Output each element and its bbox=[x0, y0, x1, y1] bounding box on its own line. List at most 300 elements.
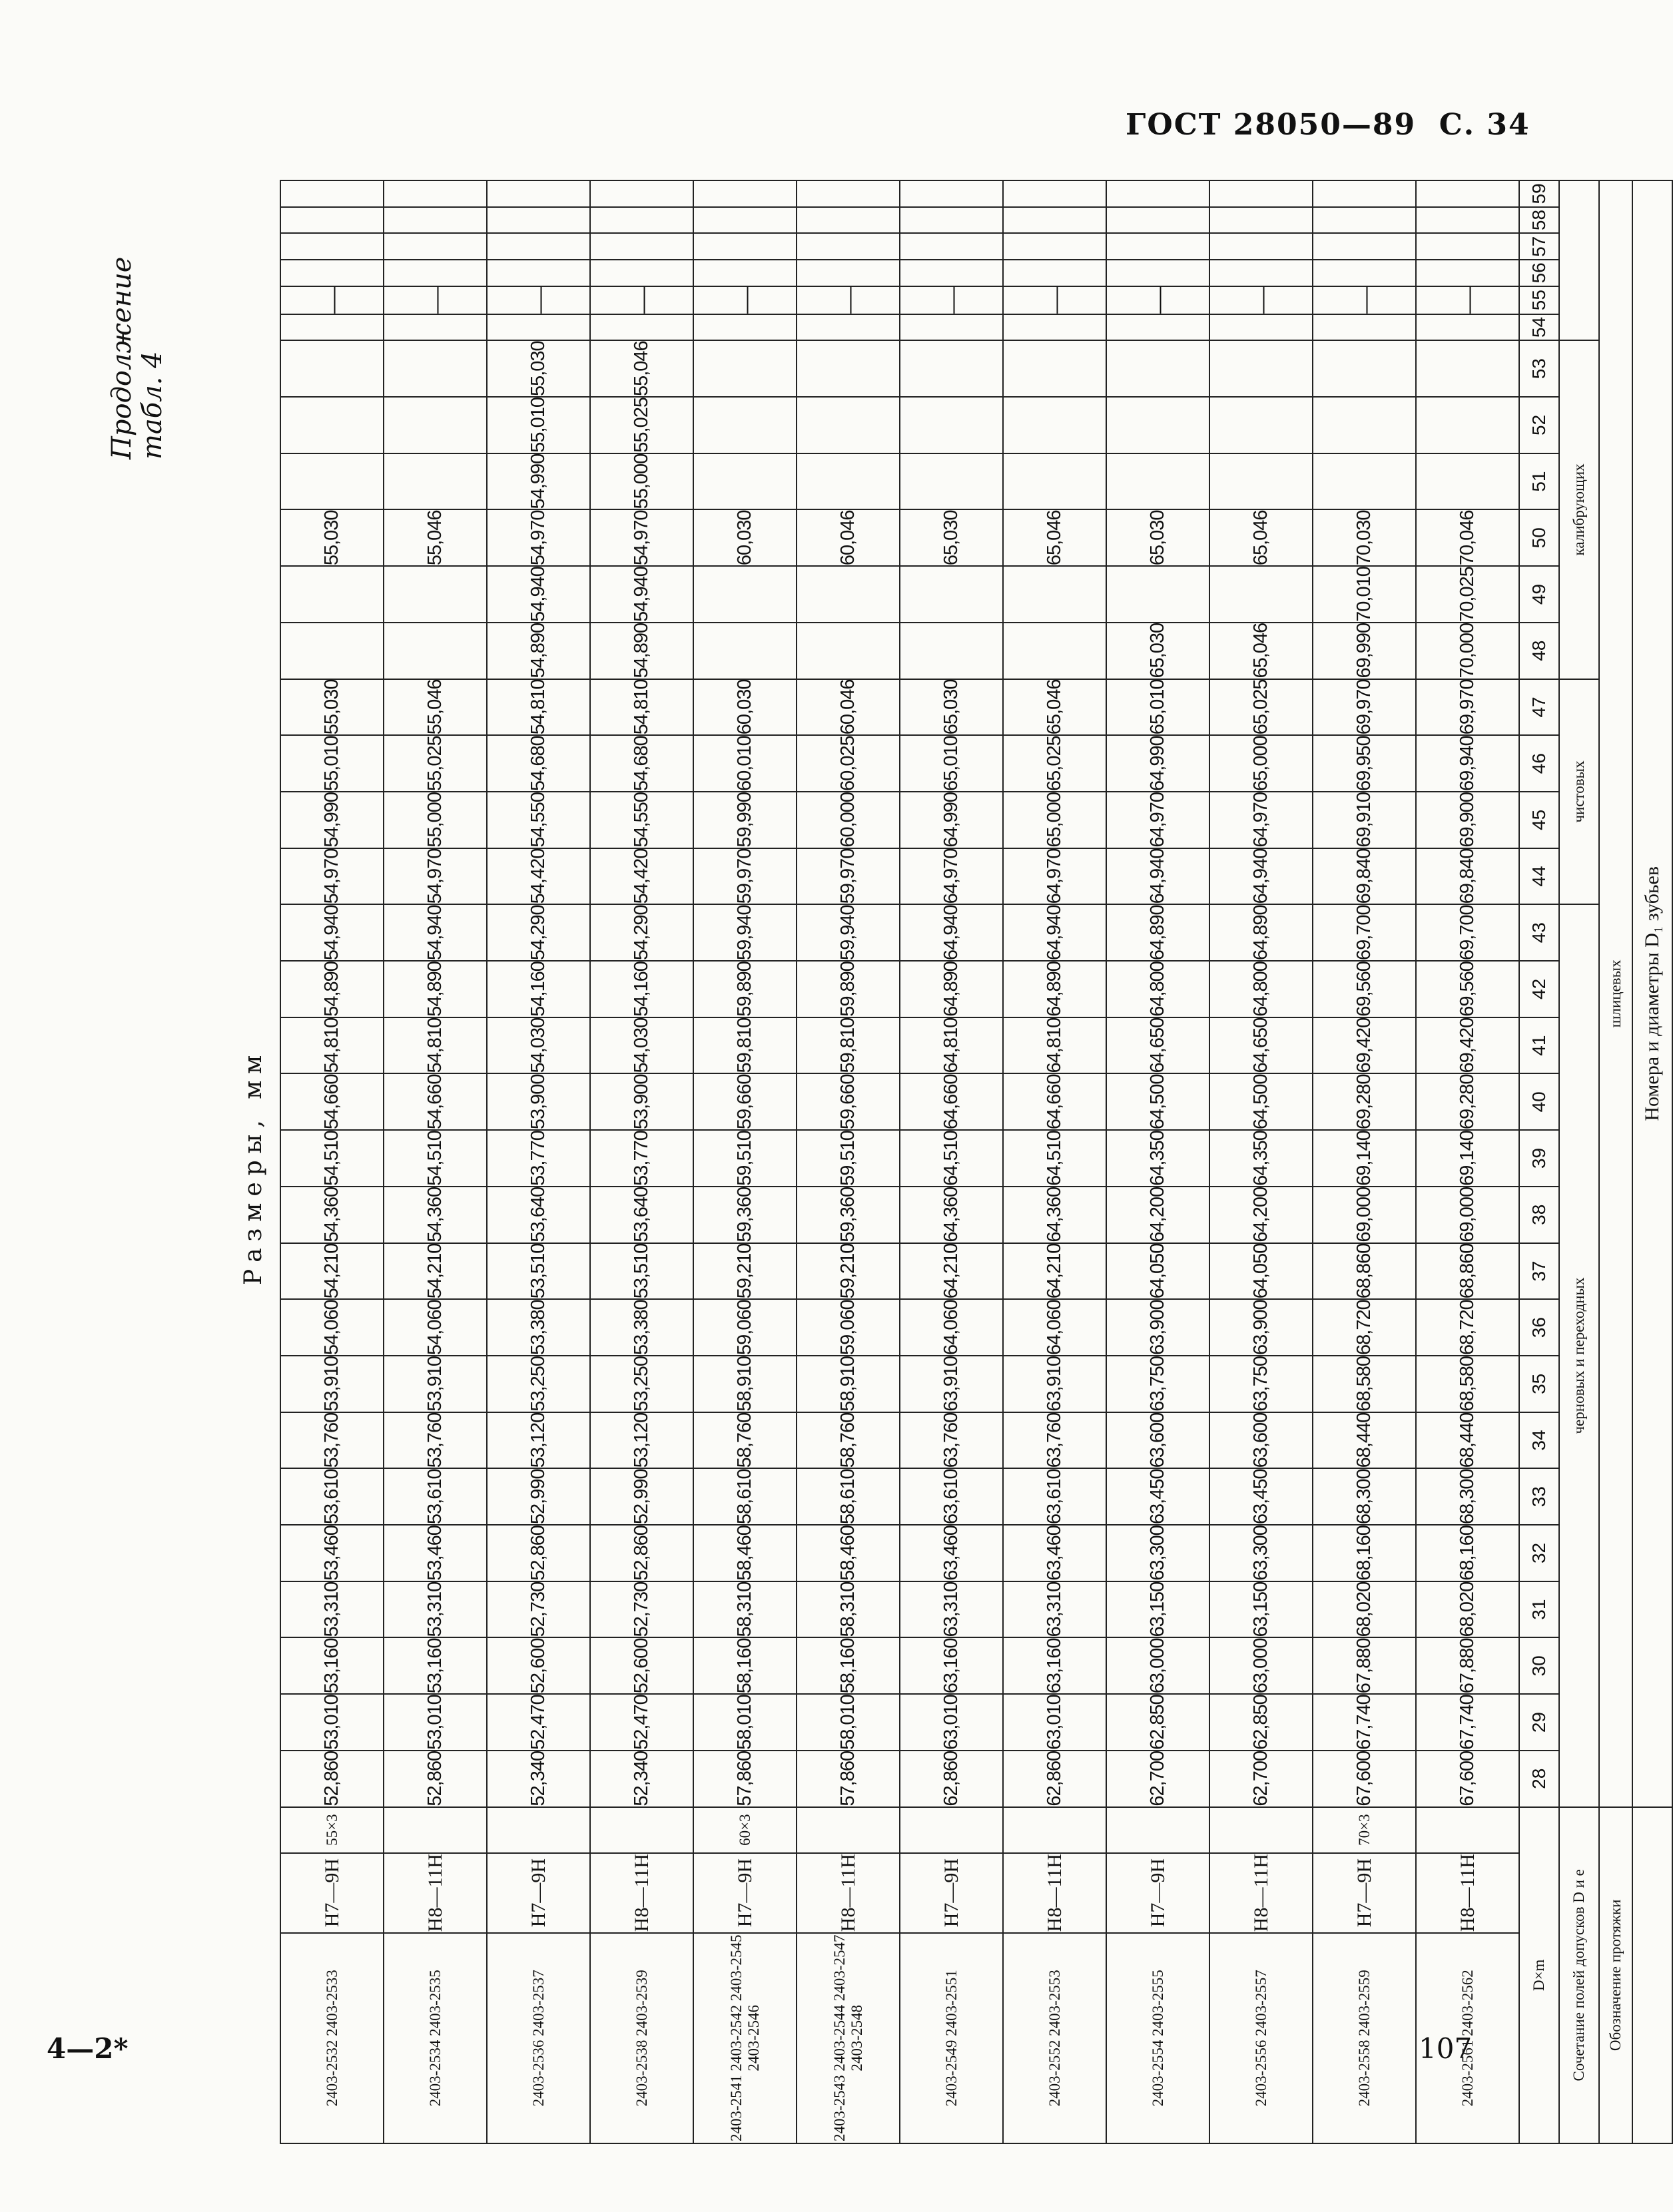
tooth-number: 44 bbox=[1519, 848, 1559, 905]
table-cell: 53,760 bbox=[384, 1412, 487, 1469]
tooth-number: 46 bbox=[1519, 735, 1559, 792]
table-cell: 59,940 bbox=[797, 904, 900, 961]
table-cell: 53,770 bbox=[590, 1130, 693, 1187]
table-cell bbox=[1313, 314, 1416, 341]
table-cell bbox=[1106, 233, 1209, 260]
table-cell: 55,030 bbox=[487, 340, 590, 397]
table-cell bbox=[487, 314, 590, 341]
tooth-number: 37 bbox=[1519, 1243, 1559, 1300]
table-cell: 68,580 bbox=[1313, 1356, 1416, 1412]
table-cell bbox=[384, 314, 487, 341]
table-cell: 53,510 bbox=[590, 1243, 693, 1300]
table-cell: 68,860 bbox=[1313, 1243, 1416, 1300]
table-cell: 65,030 bbox=[900, 679, 1003, 736]
table-cell: 59,660 bbox=[797, 1073, 900, 1130]
table-cell bbox=[280, 180, 384, 207]
table-cell: 64,500 bbox=[1106, 1073, 1209, 1130]
table-cell: 62,850 bbox=[1106, 1694, 1209, 1751]
table-cell: 53,380 bbox=[590, 1299, 693, 1356]
table-cell: — bbox=[797, 286, 900, 314]
table-cell: 63,000 bbox=[1209, 1638, 1313, 1695]
table-cell: 53,250 bbox=[590, 1356, 693, 1412]
table-cell: 54,160 bbox=[590, 961, 693, 1017]
table-cell: 62,860 bbox=[900, 1751, 1003, 1807]
table-cell: 64,810 bbox=[900, 1017, 1003, 1074]
table-cell: 59,970 bbox=[693, 848, 797, 905]
table-cell: 70,025 bbox=[1416, 566, 1519, 623]
table-cell bbox=[590, 260, 693, 286]
table-cell bbox=[1003, 207, 1106, 234]
table-cell: — bbox=[384, 286, 487, 314]
table-cell bbox=[693, 397, 797, 453]
table-cell: 53,640 bbox=[590, 1187, 693, 1243]
table-cell: 64,990 bbox=[900, 792, 1003, 848]
table-cell: 67,880 bbox=[1313, 1638, 1416, 1695]
table-row bbox=[1416, 180, 1519, 2143]
table-cell bbox=[797, 207, 900, 234]
table-cell: 58,010 bbox=[797, 1694, 900, 1751]
table-cell bbox=[797, 233, 900, 260]
table-cell: — bbox=[590, 286, 693, 314]
table-cell: 58,760 bbox=[797, 1412, 900, 1469]
table-cell: 52,340 bbox=[487, 1751, 590, 1807]
table-cell: 64,360 bbox=[900, 1187, 1003, 1243]
table-cell: 59,510 bbox=[693, 1130, 797, 1187]
table-cell: 54,510 bbox=[384, 1130, 487, 1187]
table-cell: 63,600 bbox=[1106, 1412, 1209, 1469]
table-cell: 54,290 bbox=[487, 904, 590, 961]
table-cell: — bbox=[1003, 286, 1106, 314]
sizes-caption: Размеры, мм bbox=[240, 1048, 267, 1285]
table-cell: 68,020 bbox=[1313, 1581, 1416, 1638]
table-cell: 53,610 bbox=[384, 1468, 487, 1525]
table-cell: 68,300 bbox=[1313, 1468, 1416, 1525]
table-cell: 63,910 bbox=[1003, 1356, 1106, 1412]
tolerance-fit: H7—9H bbox=[900, 1853, 1003, 1933]
table-cell: 54,360 bbox=[280, 1187, 384, 1243]
table-cell: 58,010 bbox=[693, 1694, 797, 1751]
table-cell: 55,046 bbox=[590, 340, 693, 397]
tolerance-fit: H8—11H bbox=[1003, 1853, 1106, 1933]
category-label: калибрующих bbox=[1559, 340, 1599, 679]
table-cell: 65,030 bbox=[900, 509, 1003, 566]
table-cell: 59,510 bbox=[797, 1130, 900, 1187]
table-cell: 64,350 bbox=[1106, 1130, 1209, 1187]
table-cell: 63,900 bbox=[1106, 1299, 1209, 1356]
table-cell: 59,810 bbox=[797, 1017, 900, 1074]
table-row bbox=[280, 180, 384, 2143]
table-cell: 64,650 bbox=[1106, 1017, 1209, 1074]
table-cell: 54,940 bbox=[487, 566, 590, 623]
rotated-table-block bbox=[100, 180, 1663, 2151]
tooth-number: 56 bbox=[1519, 260, 1559, 286]
table-cell: 65,030 bbox=[1106, 509, 1209, 566]
table-cell: 63,010 bbox=[900, 1694, 1003, 1751]
table-cell: 64,210 bbox=[900, 1243, 1003, 1300]
table-cell: 52,600 bbox=[590, 1638, 693, 1695]
table-cell: 68,860 bbox=[1416, 1243, 1519, 1300]
table-cell: 65,046 bbox=[1209, 623, 1313, 679]
tooth-number: 58 bbox=[1519, 207, 1559, 234]
table-cell bbox=[1209, 180, 1313, 207]
table-row bbox=[797, 180, 900, 2143]
table-row bbox=[1209, 180, 1313, 2143]
table-cell bbox=[1003, 453, 1106, 510]
table-cell bbox=[280, 340, 384, 397]
table-cell: 60,010 bbox=[693, 735, 797, 792]
table-cell: 55,030 bbox=[280, 509, 384, 566]
table-cell: 69,990 bbox=[1313, 623, 1416, 679]
table-cell: 52,600 bbox=[487, 1638, 590, 1695]
table-cell: 55,010 bbox=[280, 735, 384, 792]
tooth-number: 33 bbox=[1519, 1468, 1559, 1525]
tooth-number: 45 bbox=[1519, 792, 1559, 848]
table-cell: 60,030 bbox=[693, 509, 797, 566]
table-cell: — bbox=[487, 286, 590, 314]
table-cell: 64,050 bbox=[1106, 1243, 1209, 1300]
group-size bbox=[1416, 1807, 1519, 1853]
table-cell bbox=[797, 340, 900, 397]
table-cell bbox=[797, 314, 900, 341]
table-cell bbox=[1416, 397, 1519, 453]
table-cell: 52,730 bbox=[487, 1581, 590, 1638]
table-cell: 63,010 bbox=[1003, 1694, 1106, 1751]
table-cell: 54,160 bbox=[487, 961, 590, 1017]
broach-code: 2403-2543 2403-2544 2403-2547 2403-2548 bbox=[797, 1933, 900, 2143]
table-cell bbox=[693, 260, 797, 286]
table-cell bbox=[1209, 397, 1313, 453]
table-cell: 54,030 bbox=[590, 1017, 693, 1074]
tooth-number: 38 bbox=[1519, 1187, 1559, 1243]
table-cell: 54,990 bbox=[487, 453, 590, 510]
table-cell bbox=[1003, 397, 1106, 453]
table-cell bbox=[384, 453, 487, 510]
table-cell: 59,210 bbox=[693, 1243, 797, 1300]
table-cell: 52,860 bbox=[280, 1751, 384, 1807]
table-cell: 63,600 bbox=[1209, 1412, 1313, 1469]
tooth-number: 40 bbox=[1519, 1073, 1559, 1130]
table-cell bbox=[1416, 453, 1519, 510]
table-cell: 63,310 bbox=[1003, 1581, 1106, 1638]
designation-label: Обозначение протяжки bbox=[1599, 1807, 1632, 2143]
table-cell: 64,350 bbox=[1209, 1130, 1313, 1187]
table-cell: 55,046 bbox=[384, 679, 487, 736]
table-cell: 59,890 bbox=[693, 961, 797, 1017]
table-cell: 69,950 bbox=[1313, 735, 1416, 792]
table-cell bbox=[797, 623, 900, 679]
table-cell bbox=[900, 207, 1003, 234]
table-cell: 63,610 bbox=[900, 1468, 1003, 1525]
table-cell: 64,510 bbox=[1003, 1130, 1106, 1187]
tolerance-fit: H7—9H bbox=[1313, 1853, 1416, 1933]
table-cell: 58,460 bbox=[693, 1525, 797, 1581]
table-cell: 63,150 bbox=[1209, 1581, 1313, 1638]
tolerance-fit: H8—11H bbox=[1416, 1853, 1519, 1933]
tooth-number: 52 bbox=[1519, 397, 1559, 453]
table-cell: 65,010 bbox=[1106, 679, 1209, 736]
table-row bbox=[1313, 180, 1416, 2143]
tooth-number: 32 bbox=[1519, 1525, 1559, 1581]
table-cell: 63,610 bbox=[1003, 1468, 1106, 1525]
table-cell bbox=[900, 566, 1003, 623]
table-cell: 58,910 bbox=[693, 1356, 797, 1412]
tooth-number: 51 bbox=[1519, 453, 1559, 510]
table-cell bbox=[280, 397, 384, 453]
tooth-number: 57 bbox=[1519, 233, 1559, 260]
table-cell: 63,900 bbox=[1209, 1299, 1313, 1356]
table-cell: 63,450 bbox=[1106, 1468, 1209, 1525]
tooth-number: 39 bbox=[1519, 1130, 1559, 1187]
table-cell: 63,160 bbox=[1003, 1638, 1106, 1695]
tooth-number: 59 bbox=[1519, 180, 1559, 207]
table-cell: 64,810 bbox=[1003, 1017, 1106, 1074]
table-cell: 68,020 bbox=[1416, 1581, 1519, 1638]
table-cell: 58,310 bbox=[797, 1581, 900, 1638]
table-cell: 53,910 bbox=[280, 1356, 384, 1412]
table-cell: 53,610 bbox=[280, 1468, 384, 1525]
table-cell: 63,300 bbox=[1106, 1525, 1209, 1581]
table-cell bbox=[280, 453, 384, 510]
table-cell: 59,970 bbox=[797, 848, 900, 905]
table-cell: 59,060 bbox=[693, 1299, 797, 1356]
table-cell: 62,850 bbox=[1209, 1694, 1313, 1751]
table-row bbox=[693, 180, 797, 2143]
table-cell: — bbox=[1416, 286, 1519, 314]
table-cell: 58,910 bbox=[797, 1356, 900, 1412]
broach-code: 2403-2549 2403-2551 bbox=[900, 1933, 1003, 2143]
table-cell: 58,160 bbox=[693, 1638, 797, 1695]
table-cell: 58,760 bbox=[693, 1412, 797, 1469]
table-cell: 60,046 bbox=[797, 509, 900, 566]
table-cell: 58,610 bbox=[693, 1468, 797, 1525]
broach-code: 2403-2541 2403-2542 2403-2545 2403-2546 bbox=[693, 1933, 797, 2143]
table-cell bbox=[1416, 207, 1519, 234]
table-cell bbox=[590, 207, 693, 234]
tooth-number: 53 bbox=[1519, 340, 1559, 397]
table-cell: 54,420 bbox=[590, 848, 693, 905]
table-cell: 54,890 bbox=[280, 961, 384, 1017]
table-cell: 64,060 bbox=[900, 1299, 1003, 1356]
table-cell: 64,940 bbox=[1209, 848, 1313, 905]
table-cell bbox=[693, 340, 797, 397]
table-row bbox=[487, 180, 590, 2143]
table-cell: 69,140 bbox=[1416, 1130, 1519, 1187]
table-cell bbox=[797, 180, 900, 207]
table-cell bbox=[384, 180, 487, 207]
tooth-number: 41 bbox=[1519, 1017, 1559, 1074]
table-cell bbox=[487, 233, 590, 260]
table-cell bbox=[1106, 180, 1209, 207]
table-cell: 54,810 bbox=[280, 1017, 384, 1074]
table-cell: 54,550 bbox=[487, 792, 590, 848]
table-cell bbox=[1106, 566, 1209, 623]
table-cell: 54,970 bbox=[487, 509, 590, 566]
table-cell: 53,160 bbox=[280, 1638, 384, 1695]
table-cell: 69,700 bbox=[1313, 904, 1416, 961]
tooth-number: 50 bbox=[1519, 509, 1559, 566]
table-cell: — bbox=[1313, 286, 1416, 314]
table-row bbox=[1106, 180, 1209, 2143]
table-cell bbox=[384, 340, 487, 397]
table-cell bbox=[1416, 314, 1519, 341]
blank-corner bbox=[1632, 1807, 1672, 2143]
table-cell: 64,800 bbox=[1106, 961, 1209, 1017]
table-cell: 69,700 bbox=[1416, 904, 1519, 961]
table-cell: 54,510 bbox=[280, 1130, 384, 1187]
table-cell: 53,310 bbox=[280, 1581, 384, 1638]
table-cell: 64,800 bbox=[1209, 961, 1313, 1017]
broach-code: 2403-2538 2403-2539 bbox=[590, 1933, 693, 2143]
tolerance-fit: H8—11H bbox=[590, 1853, 693, 1933]
tooth-diameter-table bbox=[280, 180, 1673, 2144]
table-cell: 64,970 bbox=[900, 848, 1003, 905]
table-cell: 54,660 bbox=[384, 1073, 487, 1130]
table-cell: 65,046 bbox=[1003, 679, 1106, 736]
table-cell: 64,210 bbox=[1003, 1243, 1106, 1300]
table-cell: 55,046 bbox=[384, 509, 487, 566]
table-cell: 69,970 bbox=[1313, 679, 1416, 736]
running-header bbox=[1126, 108, 1530, 142]
table-cell: 54,810 bbox=[384, 1017, 487, 1074]
table-cell: 68,440 bbox=[1313, 1412, 1416, 1469]
table-cell bbox=[384, 233, 487, 260]
broach-code: 2403-2532 2403-2533 bbox=[280, 1933, 384, 2143]
table-cell: 55,030 bbox=[280, 679, 384, 736]
table-cell bbox=[1003, 314, 1106, 341]
table-cell: 55,025 bbox=[590, 397, 693, 453]
table-cell: 64,500 bbox=[1209, 1073, 1313, 1130]
table-cell: 64,200 bbox=[1209, 1187, 1313, 1243]
table-cell: 69,840 bbox=[1416, 848, 1519, 905]
table-cell: 60,025 bbox=[797, 735, 900, 792]
broach-code: 2403-2556 2403-2557 bbox=[1209, 1933, 1313, 2143]
group-size: 70×3 bbox=[1313, 1807, 1416, 1853]
table-cell bbox=[797, 453, 900, 510]
tolerance-fit: H8—11H bbox=[797, 1853, 900, 1933]
table-cell: 53,910 bbox=[384, 1356, 487, 1412]
table-cell: — bbox=[693, 286, 797, 314]
broach-code: 2403-2558 2403-2559 bbox=[1313, 1933, 1416, 2143]
table-cell: 63,310 bbox=[900, 1581, 1003, 1638]
broach-code: 2403-2534 2403-2535 bbox=[384, 1933, 487, 2143]
table-cell: 59,660 bbox=[693, 1073, 797, 1130]
table-cell: 54,210 bbox=[280, 1243, 384, 1300]
table-cell bbox=[693, 623, 797, 679]
table-cell: 53,770 bbox=[487, 1130, 590, 1187]
table-cell: 54,940 bbox=[280, 904, 384, 961]
table-cell bbox=[1313, 180, 1416, 207]
table-cell: 53,460 bbox=[384, 1525, 487, 1581]
table-cell: 52,990 bbox=[590, 1468, 693, 1525]
shlits-label: шлицевых bbox=[1599, 180, 1632, 1807]
table-cell bbox=[1003, 233, 1106, 260]
table-cell bbox=[1209, 566, 1313, 623]
table-cell: 54,060 bbox=[384, 1299, 487, 1356]
table-cell: 52,340 bbox=[590, 1751, 693, 1807]
table-cell: 64,890 bbox=[1209, 904, 1313, 961]
table-cell bbox=[1106, 397, 1209, 453]
table-cell: 53,900 bbox=[590, 1073, 693, 1130]
table-cell: 63,760 bbox=[1003, 1412, 1106, 1469]
table-cell: 63,460 bbox=[1003, 1525, 1106, 1581]
table-cell bbox=[1003, 623, 1106, 679]
table-cell: 65,025 bbox=[1003, 735, 1106, 792]
tolerance-fit: H7—9H bbox=[280, 1853, 384, 1933]
broach-code: 2403-2536 2403-2537 bbox=[487, 1933, 590, 2143]
tooth-number: 42 bbox=[1519, 961, 1559, 1017]
table-cell: 53,120 bbox=[487, 1412, 590, 1469]
table-cell: 64,890 bbox=[900, 961, 1003, 1017]
table-cell: 67,600 bbox=[1416, 1751, 1519, 1807]
group-size bbox=[797, 1807, 900, 1853]
table-cell: 63,750 bbox=[1106, 1356, 1209, 1412]
table-cell bbox=[487, 260, 590, 286]
table-cell: 64,970 bbox=[1209, 792, 1313, 848]
table-cell: 59,060 bbox=[797, 1299, 900, 1356]
table-cell: 67,740 bbox=[1416, 1694, 1519, 1751]
signature-mark: 4—2* bbox=[47, 2032, 129, 2065]
table-cell: 67,880 bbox=[1416, 1638, 1519, 1695]
table-cell: 68,580 bbox=[1416, 1356, 1519, 1412]
table-cell: 70,030 bbox=[1313, 509, 1416, 566]
table-cell: 52,730 bbox=[590, 1581, 693, 1638]
table-cell: 54,680 bbox=[590, 735, 693, 792]
table-cell: 53,510 bbox=[487, 1243, 590, 1300]
table-cell: 65,046 bbox=[1003, 509, 1106, 566]
table-cell: 54,030 bbox=[487, 1017, 590, 1074]
table-cell: 68,160 bbox=[1416, 1525, 1519, 1581]
table-row bbox=[900, 180, 1003, 2143]
table-cell: 70,046 bbox=[1416, 509, 1519, 566]
table-cell: 69,420 bbox=[1313, 1017, 1416, 1074]
table-cell: 63,760 bbox=[900, 1412, 1003, 1469]
table-cell: 69,420 bbox=[1416, 1017, 1519, 1074]
table-cell: 64,940 bbox=[1106, 848, 1209, 905]
group-size: 60×3 bbox=[693, 1807, 797, 1853]
table-cell: 59,360 bbox=[797, 1187, 900, 1243]
table-cell: 54,890 bbox=[384, 961, 487, 1017]
table-cell: 63,150 bbox=[1106, 1581, 1209, 1638]
table-cell: 62,700 bbox=[1106, 1751, 1209, 1807]
table-cell bbox=[590, 180, 693, 207]
table-cell bbox=[487, 207, 590, 234]
broach-code: 2403-2561 2403-2562 bbox=[1416, 1933, 1519, 2143]
main-label: Номера и диаметры D₁ зубьев bbox=[1632, 180, 1672, 1807]
table-cell bbox=[1106, 314, 1209, 341]
table-cell bbox=[900, 260, 1003, 286]
table-cell: 57,860 bbox=[797, 1751, 900, 1807]
table-cell: 62,700 bbox=[1209, 1751, 1313, 1807]
table-cell: 64,650 bbox=[1209, 1017, 1313, 1074]
tooth-number: 49 bbox=[1519, 566, 1559, 623]
table-cell: 65,046 bbox=[1209, 509, 1313, 566]
table-cell: 54,970 bbox=[280, 848, 384, 905]
table-cell bbox=[1209, 233, 1313, 260]
table-cell: 69,000 bbox=[1313, 1187, 1416, 1243]
table-cell: 64,990 bbox=[1106, 735, 1209, 792]
table-cell: 55,000 bbox=[590, 453, 693, 510]
table-cell bbox=[1313, 260, 1416, 286]
tolerance-fit: H8—11H bbox=[384, 1853, 487, 1933]
table-cell: 58,460 bbox=[797, 1525, 900, 1581]
table-cell: 65,025 bbox=[1209, 679, 1313, 736]
table-cell bbox=[1106, 453, 1209, 510]
table-cell: 54,810 bbox=[487, 679, 590, 736]
table-cell: 59,360 bbox=[693, 1187, 797, 1243]
table-cell: 53,120 bbox=[590, 1412, 693, 1469]
table-cell: 59,210 bbox=[797, 1243, 900, 1300]
table-row bbox=[590, 180, 693, 2143]
